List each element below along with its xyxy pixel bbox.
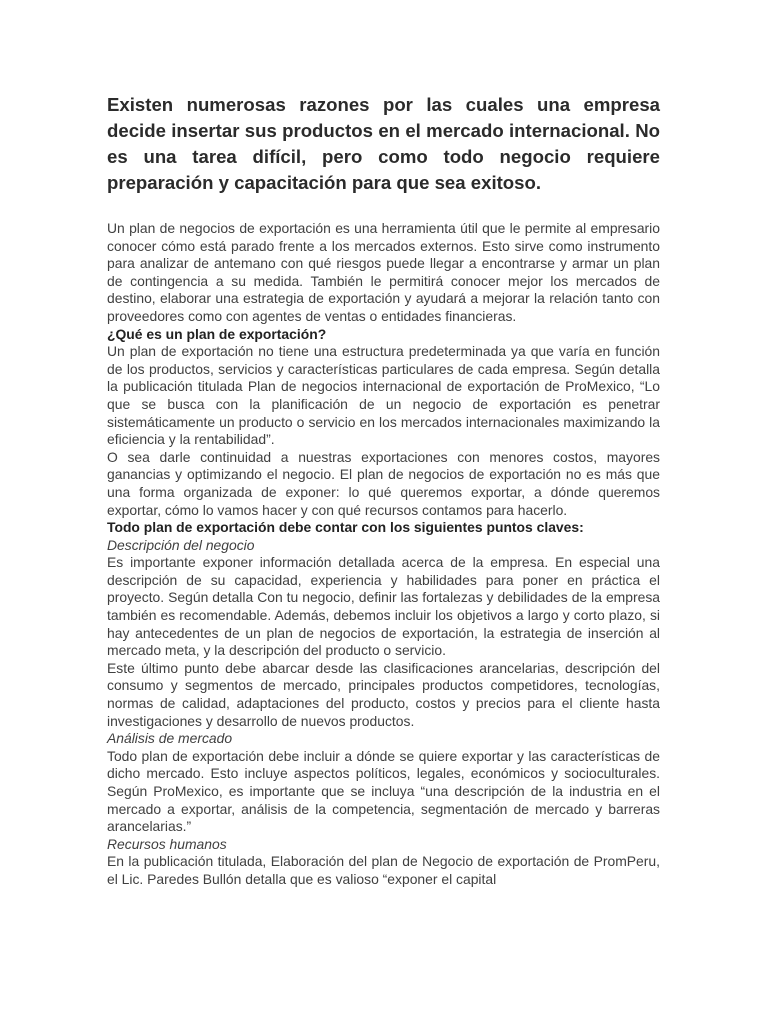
business-description-paragraph-1: Es importante exponer información detallada acerca de la empresa. En especial una descripción de su capacidad, experiencia y habilidades para poner en práctica el proyecto. Según detalla Con tu negocio, definir las fortalezas y debilidades de la empresa también es recomendable. Además, debemos incluir los objetivos a largo y corto plazo, si hay antecedentes de un plan de negocios de exportación, la estrategia de inserción al mercado meta, y la descripción del producto o servicio. (107, 554, 660, 659)
subheading-business-description: Descripción del negocio (107, 536, 255, 553)
subheading-market-analysis: Análisis de mercado (107, 730, 233, 747)
intro-paragraph: Un plan de negocios de exportación es una herramienta útil que le permite al empresario conocer cómo está parado frente a los mercados externos. Esto sirve como instrumento para analizar de antemano con qué riesgos puede llegar a encontrarse y armar un plan de contingencia a su medida. También le permitirá conocer mejor los mercados de destino, elaborar una estrategia de exportación y ayudará a mejorar la relación tanto con proveedores como con agentes de ventas o entidades financieras. (107, 220, 660, 324)
section-heading-what-is: ¿Qué es un plan de exportación? (107, 325, 327, 342)
document-headline: Existen numerosas razones por las cuales una empresa decide insertar sus productos en el mercado internacional. No es una tarea difícil, pero como todo negocio requiere preparación y capacitación para que sea exitoso. (107, 94, 660, 193)
section1-paragraph-1: Un plan de exportación no tiene una estructura predeterminada ya que varía en función de los productos, servicios y características particulares de cada empresa. Según detalla la publicación titulada Plan de negocios internacional de exportación de ProMexico, “Lo que se busca con la planificación de un negocio de exportación es penetrar sistemáticamente un producto o servicio en los mercados internacionales maximizando la eficiencia y la rentabilidad”. (107, 343, 660, 448)
human-resources-paragraph: En la publicación titulada, Elaboración del plan de Negocio de exportación de PromPeru, el Lic. Paredes Bullón detalla que es valioso “exponer el capital (107, 853, 660, 887)
subheading-human-resources: Recursos humanos (107, 835, 227, 852)
section1-paragraph-2: O sea darle continuidad a nuestras exportaciones con menores costos, mayores ganancias y optimizando el negocio. El plan de negocios de exportación no es más que una forma organizada de exponer: lo qué queremos exportar, a dónde queremos exportar, cómo lo vamos hacer y con qué recursos contamos para hacerlo. (107, 448, 660, 518)
section-heading-key-points: Todo plan de exportación debe contar con los siguientes puntos claves: (107, 519, 584, 536)
business-description-paragraph-2: Este último punto debe abarcar desde las clasificaciones arancelarias, descripción del consumo y segmentos de mercado, principales productos competidores, tecnologías, normas de calidad, adaptaciones del producto, costos y precios para el cliente hasta investigaciones y desarrollo de nuevos productos. (107, 659, 660, 729)
market-analysis-paragraph: Todo plan de exportación debe incluir a dónde se quiere exportar y las características de dicho mercado. Esto incluye aspectos políticos, legales, económicos y socioculturales. Según ProMexico, es importante que se incluya “una descripción de la industria en el mercado a exportar, análisis de la competencia, segmentación de mercado y barreras arancelarias.” (107, 747, 660, 835)
document-page (107, 92, 660, 889)
